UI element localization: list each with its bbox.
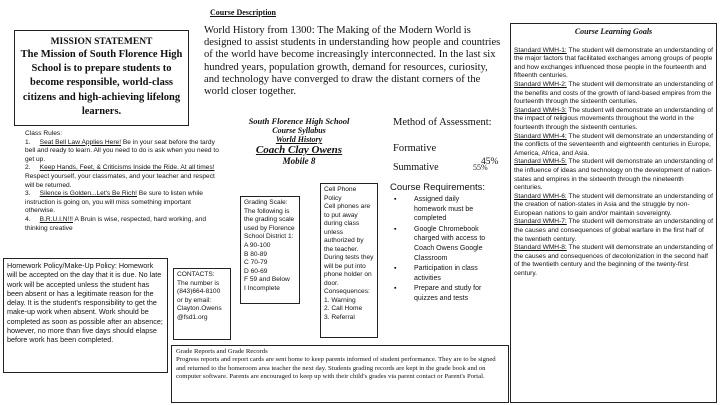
- summative-label: Summative: [393, 162, 439, 173]
- rule-number: 2.: [25, 164, 31, 172]
- grade-reports-box: [171, 345, 509, 403]
- standard-code: Standard WMH-8:: [514, 244, 567, 252]
- contacts-box: [173, 268, 231, 340]
- standard-code: Standard WMH-5:: [514, 158, 567, 166]
- grade-a: A 90-100: [244, 241, 271, 249]
- grade-c: C 70-79: [244, 259, 268, 267]
- rule-title: Seat Bell Law Applies Here!: [39, 138, 122, 146]
- grade-reports-text: Progress reports and report cards are sent home to keep parents informed of student performance. They are to be signed and returned to the homeroom area teacher the next day. Students grading records are kept in the grade book and on computer software. Parents are encouraged to keep up with their child's grades via parent contact or Parent's Portal.: [176, 356, 496, 381]
- list-item: ▪ Participation in class activities: [390, 264, 489, 283]
- standard-code: Standard WMH-4:: [514, 132, 567, 140]
- course-description-text: World History from 1300: The Making of the Modern World is designed to assist students in understanding how people and countries of the world have become increasingly interconnected. In the last six hundred years, population growth, demand for resources, curiosity, and technology have converged to draw the distant corners of the world closer together.: [204, 25, 501, 98]
- rule-3: [25, 190, 219, 216]
- standard-text: The student will demonstrate an understanding of the influence of ideas and technology on the development of nation-states and empires in the sixteenth through the nineteenth centuries.: [514, 158, 713, 192]
- grade-d: D 60-69: [244, 267, 268, 275]
- contacts-title: CONTACTS:: [177, 271, 215, 278]
- requirements-list: [390, 195, 489, 304]
- goal-item: [514, 244, 713, 278]
- grade-f: F 59 and Below: [244, 276, 290, 284]
- learning-goals-title: Course Learning Goals: [574, 27, 653, 36]
- rule-1: [25, 139, 219, 165]
- standard-text: The student will demonstrate an understanding of the creation of nation-states in Asia and the struggle by non-European nations to gain and/or maintain sovereignty.: [514, 192, 713, 217]
- rules-heading: Class Rules: [25, 130, 61, 137]
- rule-number: 3.: [25, 190, 31, 198]
- phone-policy-text: Cell phones are to put away during class unless authorized by the teacher. During tests they will be put into phone holder on door.: [324, 203, 374, 287]
- rule-4: [25, 216, 219, 233]
- learning-goals-box: [510, 23, 717, 403]
- consequence-1: 1. Warning: [324, 296, 356, 304]
- standard-code: Standard WMH-1:: [514, 46, 567, 54]
- course-description-title: Course Description: [210, 8, 276, 17]
- course-name: World History: [275, 135, 323, 144]
- syllabus-header: [224, 116, 374, 166]
- grading-title: Grading Scale:: [244, 199, 288, 206]
- homework-policy-box: [3, 258, 168, 373]
- goal-item: [514, 218, 713, 244]
- standard-code: Standard WMH-7:: [514, 218, 567, 226]
- rule-title: Keep Hands, Feet, & Criticisms Inside the Ride. At all times!: [39, 164, 215, 172]
- grading-intro: The following is the grading scale used by Florence School District 1:: [244, 207, 295, 241]
- goal-item: [514, 133, 713, 159]
- goal-item: [514, 81, 713, 107]
- standard-code: Standard WMH-3:: [514, 106, 567, 114]
- rule-text: Respect yourself, your classmates, and your teacher and respect will be returned.: [25, 172, 215, 189]
- standard-text: The student will demonstrate an understanding of the impact of religious movements throughout the world in the fourteenth through the sixteenth centuries.: [514, 106, 713, 131]
- consequence-2: 2. Call Home: [324, 305, 363, 312]
- phone-policy-title: Cell Phone Policy: [324, 186, 357, 202]
- syllabus-title: Course Syllabus: [272, 126, 326, 135]
- requirements-title: Course Requirements:: [390, 182, 486, 193]
- teacher-name: Coach Clay Owens: [255, 144, 343, 156]
- standard-text: The student will demonstrate an understanding of the major factors that facilitated exchanges among groups of people and how exchanges influenced those people in the fourteenth and fifteenth centuries.: [514, 46, 713, 80]
- goal-item: [514, 158, 713, 192]
- course-requirements: [385, 180, 489, 342]
- standard-code: Standard WMH-6:: [514, 192, 567, 200]
- list-item: ▪ Prepare and study for quizzes and tests: [390, 284, 489, 303]
- rule-number: 4.: [25, 215, 31, 223]
- mission-text: The Mission of South Florence High School is to prepare students to become responsible, world-class citizens and high-achieving lifelong learners.: [20, 49, 183, 117]
- rule-text: Be sure to listen while instruction is going on, you will miss something important otherwise.: [25, 190, 203, 215]
- goal-item: [514, 193, 713, 219]
- grade-i: I Incomplete: [244, 284, 280, 292]
- standard-text: The student will demonstrate an understanding of the benefits and costs of the growth of land-based empires from the fourteenth through the sixteenth centuries.: [514, 80, 713, 106]
- rule-title: B.R.U.I.N!!!: [39, 215, 74, 223]
- list-item: ▪ Assigned daily homework must be completed: [390, 195, 489, 224]
- formative-percent: 45%: [481, 157, 499, 167]
- rule-2: [25, 164, 219, 190]
- grade-reports-title: Grade Reports and Grade Records: [176, 348, 268, 355]
- standard-code: Standard WMH-2:: [514, 80, 567, 88]
- goal-item: [514, 107, 713, 133]
- homework-policy-text: Homework Policy/Make-Up Policy: Homework will be accepted on the day that it is due. No late work will be accepted unless the student has been absent or has a legitimate reason for the delay. It is the student's responsibility to get the make-up work when absent. Work should be completed as soon as possible after an absence; however, no more than five days should elapse before work has been completed.: [7, 261, 163, 345]
- rule-title: Silence is Golden...Let's Be Rich!: [39, 190, 137, 198]
- cell-phone-policy-box: [320, 183, 378, 338]
- consequences-label: Consequences:: [324, 288, 370, 295]
- room-location: Mobile 8: [282, 156, 316, 166]
- school-name: South Florence High School: [248, 116, 350, 126]
- standard-text: The student will demonstrate an understanding of the conflicts of the seventeenth and eighteenth centuries in Europe, America, Africa, and Asia.: [514, 132, 713, 157]
- grading-scale-box: [240, 196, 300, 304]
- grade-b: B 80-89: [244, 250, 268, 258]
- rule-text: A Bruin is wise, respected, hard working, and thinking creative: [25, 215, 207, 232]
- contacts-text: The number is (843)664-8100 or by email: Clayton.Owens @fsd1.org: [177, 279, 222, 321]
- summative-percent: 55%: [473, 163, 488, 172]
- rule-number: 1.: [25, 138, 31, 146]
- standard-text: The student will demonstrate an understanding of the causes and consequences of global warfare in the first half of the twentieth century.: [514, 218, 713, 243]
- consequence-3: 3. Referral: [324, 313, 355, 321]
- goal-item: [514, 47, 713, 81]
- list-item: ▪ Google Chromebook charged with access to Coach Owens Google Classroom: [390, 225, 489, 263]
- mission-title: MISSION STATEMENT: [50, 37, 153, 47]
- formative-label: Formative: [393, 143, 437, 154]
- assessment-label: Method of Assessment:: [393, 117, 492, 128]
- rule-text: Be in your seat before the tardy bell and ready to learn. All you need to do is ask when you need to get up.: [25, 138, 219, 163]
- class-rules: Class Rules: 1. Seat Bell Law Applies Here! Be in your seat before the tardy bell and ready to learn. All you need to do is ask when you need to get up. 2. Keep Hands, Feet, & Criticisms Inside the Ride. At all times! Respect yourself, your classmates, and your teacher and respect will be returned. 3. Silence is Golden...Let's Be Rich! Be sure to listen while instruction is going on, you will miss something important otherwise. 4. B.R.U.I.N!!! A Bruin is wise, respected, hard working, and thinking creative: [25, 130, 219, 272]
- standard-text: The student will demonstrate an understanding of the causes and consequences of decolonization in the second half of the twentieth century and the beginning of the twenty-first century.: [514, 244, 713, 278]
- mission-statement-box: [14, 30, 189, 126]
